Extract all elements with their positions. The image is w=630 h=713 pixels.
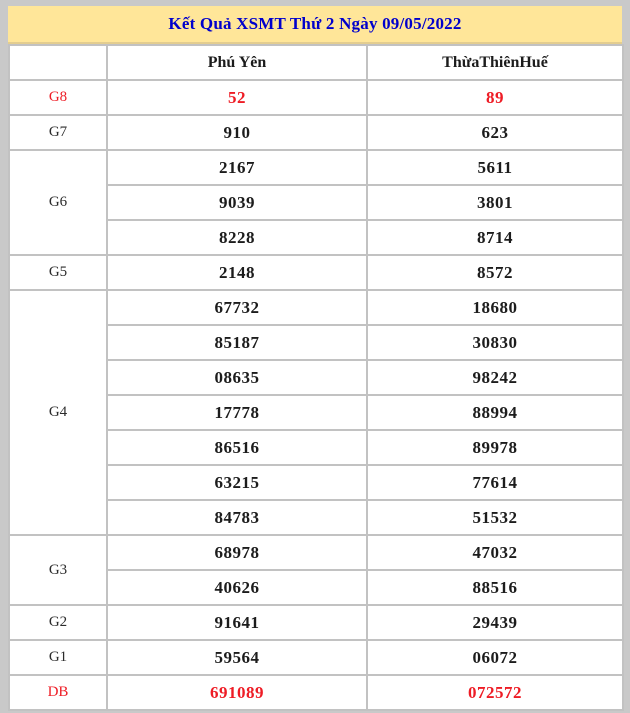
result-cell: 89978 — [367, 430, 623, 465]
prize-label-g6: G6 — [9, 150, 107, 255]
result-cell: 98242 — [367, 360, 623, 395]
table-header-row — [9, 45, 623, 80]
result-g5-thua-thien-hue: 8572 — [367, 255, 623, 290]
result-cell: 8714 — [367, 220, 623, 255]
result-cell: 63215 — [107, 465, 367, 500]
result-cell: 3801 — [367, 185, 623, 220]
result-g5-phu-yen: 2148 — [107, 255, 367, 290]
prize-label-g4: G4 — [9, 290, 107, 535]
result-cell: 86516 — [107, 430, 367, 465]
prize-label-db: DB — [9, 675, 107, 710]
results-table — [8, 44, 624, 711]
table-row-g1 — [9, 640, 623, 675]
result-cell: 85187 — [107, 325, 367, 360]
result-g8-thua-thien-hue: 89 — [367, 80, 623, 115]
result-cell: 17778 — [107, 395, 367, 430]
column-header-phu-yen: Phú Yên — [107, 45, 367, 80]
result-cell: 18680 — [367, 290, 623, 325]
result-cell: 67732 — [107, 290, 367, 325]
prize-label-g2: G2 — [9, 605, 107, 640]
result-cell: 88516 — [367, 570, 623, 605]
result-cell: 5611 — [367, 150, 623, 185]
result-cell: 88994 — [367, 395, 623, 430]
result-cell: 9039 — [107, 185, 367, 220]
prize-label-g3: G3 — [9, 535, 107, 605]
result-cell: 68978 — [107, 535, 367, 570]
result-cell: 51532 — [367, 500, 623, 535]
result-db-phu-yen: 691089 — [107, 675, 367, 710]
result-g8-phu-yen: 52 — [107, 80, 367, 115]
result-g7-thua-thien-hue: 623 — [367, 115, 623, 150]
table-row-g3 — [9, 535, 623, 570]
title-bar — [8, 6, 622, 44]
prize-label-g1: G1 — [9, 640, 107, 675]
table-row-g6 — [9, 150, 623, 185]
column-header-thua-thien-hue: ThừaThiênHuế — [367, 45, 623, 80]
result-cell: 8228 — [107, 220, 367, 255]
result-g2-thua-thien-hue: 29439 — [367, 605, 623, 640]
corner-cell — [9, 45, 107, 80]
result-cell: 2167 — [107, 150, 367, 185]
result-cell: 08635 — [107, 360, 367, 395]
result-g1-thua-thien-hue: 06072 — [367, 640, 623, 675]
result-cell: 40626 — [107, 570, 367, 605]
prize-label-g5: G5 — [9, 255, 107, 290]
result-db-thua-thien-hue: 072572 — [367, 675, 623, 710]
result-g7-phu-yen: 910 — [107, 115, 367, 150]
result-cell: 30830 — [367, 325, 623, 360]
result-g2-phu-yen: 91641 — [107, 605, 367, 640]
table-row-g2 — [9, 605, 623, 640]
result-cell: 77614 — [367, 465, 623, 500]
result-cell: 84783 — [107, 500, 367, 535]
table-row-g4 — [9, 290, 623, 325]
table-row-db — [9, 675, 623, 710]
result-cell: 47032 — [367, 535, 623, 570]
page-title: Kết Quả XSMT Thứ 2 Ngày 09/05/2022 — [168, 14, 462, 33]
table-row-g5 — [9, 255, 623, 290]
result-g1-phu-yen: 59564 — [107, 640, 367, 675]
prize-label-g8: G8 — [9, 80, 107, 115]
prize-label-g7: G7 — [9, 115, 107, 150]
table-row-g7 — [9, 115, 623, 150]
table-row-g8 — [9, 80, 623, 115]
